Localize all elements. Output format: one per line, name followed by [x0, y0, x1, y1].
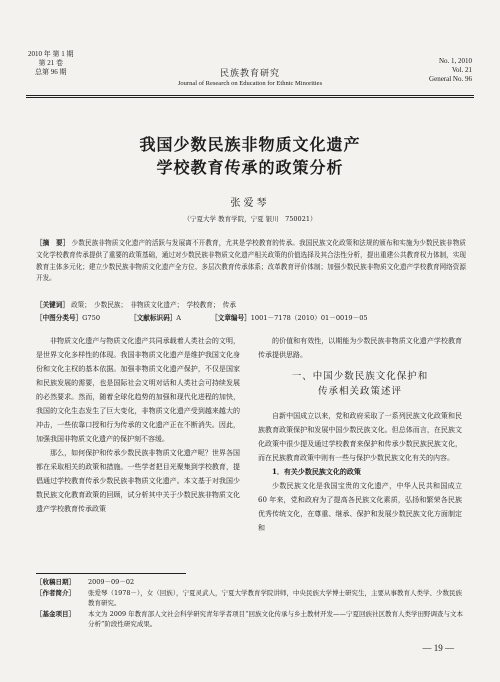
keywords	[36, 299, 466, 311]
author-affiliation: （宁夏大学 教育学院，宁夏 银川 750021）	[183, 215, 317, 223]
section-heading-line-1: 一、中国少数民族文化保护和	[291, 371, 429, 382]
header-rule-thin	[26, 97, 474, 98]
footnotes	[36, 577, 466, 630]
body-column-right	[258, 334, 462, 535]
article-title	[40, 133, 460, 179]
issue-general-en: General No. 96	[429, 75, 472, 83]
issue-info-right	[429, 57, 472, 84]
section-heading	[258, 369, 462, 399]
clc-label: ［中图分类号］	[36, 314, 83, 322]
title-line-1: 我国少数民族非物质文化遗产	[139, 135, 361, 154]
page-number: — 19 —	[422, 643, 454, 653]
body-paragraph: 的价值和有效性，以期能为少数民族非物质文化遗产学校教育传承提供思路。	[258, 337, 462, 359]
author-name: 张爱琴	[230, 198, 270, 209]
received-value: 2009－09－02	[88, 578, 135, 586]
body-paragraph: 非物质文化遗产与物质文化遗产共同承载着人类社会的文明，是世界文化多样性的体现。我国非物质文化遗产是维护我国文化身份和文化主权的基本依据。加强非物质文化遗产保护，不仅是国家和民族发展的需要，也是国际社会文明对话和人类社会可持续发展的必然要求。然而，随着全球化趋势的加强和现代化进程的加快，我国的文化生态发生了巨大变化，非物质文化遗产受到越来越大的冲击，一些依靠口授和行为传承的文化遗产正在不断消失。因此，加强我国非物质文化遗产的保护刻不容缓。	[36, 337, 240, 443]
journal-name-cn: 民族教育研究	[219, 69, 280, 79]
body-paragraph: 自新中国成立以来，党和政府采取了一系列民族文化政策和民族教育政策保护和发展中国少数民族文化。但总体而言，在民族文化政策中很少提及通过学校教育来保护和传承少数民族民族文化，而在民族教育政策中则有一些与保护少数民族文化有关的内容。	[258, 412, 462, 462]
title-line-2: 学校教育传承的政策分析	[156, 158, 344, 177]
keywords-label: ［关键词］	[36, 301, 69, 309]
body-column-left	[36, 334, 240, 516]
article-id-value: 1001－7178（2010）01－0019－05	[250, 314, 368, 322]
issue-info-left	[28, 50, 74, 77]
article-id-label: ［文章编号］	[211, 314, 251, 322]
fund-value: 本文为 2009 年教育部人文社会科学研究青年学者项目“回族文化传承与乡土教材开发——宁夏回族社区教育人类学田野调查与文本分析”阶段性研究成果。	[88, 609, 463, 628]
doc-code-value: A	[176, 314, 182, 322]
clc-value: G750	[82, 314, 101, 322]
issue-year: 2010 年 第 1 期	[28, 50, 74, 58]
body-paragraph: 那么，如何保护和传承少数民族非物质文化遗产呢？世界各国都在采取相关的政策和措施。一些学者把目光聚集到学校教育，提倡通过学校教育传承少数民族非物质文化遗产。本文基于对我国少数民族文化教育政策的回顾，试分析其中关于少数民族非物质文化遗产学校教育传承政策	[36, 449, 240, 513]
author-bio-value: 张爱琴（1978－），女（回族），宁夏灵武人，宁夏大学教育学院讲师，中央民族大学博士研究生，主要从事教育人类学、少数民族教育研究。	[88, 588, 463, 607]
subsection-heading: 1．有关少数民族文化的政策	[272, 467, 361, 476]
header-rule	[26, 95, 474, 96]
abstract-text: 少数民族非物质文化遗产的活跃与发展离不开教育，尤其是学校教育的传承。我国民族文化政策和法规的颁布和实施为少数民族非物质文化学校教育传承提供了重要的政策基础，通过对少数民族非物质文化遗产相关政策的价值选择及其合法性分析，提出重建公共教育权力体制，实现教育主体多元化；建立少数民族非物质文化遗产全方位、多层次教育传承体系；改革教育评价体制；加强少数民族非物质文化遗产学校教育网络资源开发。	[36, 239, 467, 283]
received-label: ［收稿日期］	[36, 578, 75, 586]
issue-volume-en: Vol. 21	[451, 66, 472, 74]
body-paragraph: 少数民族文化是我国宝贵的文化遗产，中华人民共和国成立 60 年来，党和政府为了提高各民族文化素质，弘扬和繁荣各民族优秀传统文化，在尊重、继承、保护和发展少数民族文化方面制定和	[258, 482, 462, 532]
footnote-rule	[36, 573, 186, 574]
section-heading-line-2: 传承相关政策述评	[317, 386, 402, 397]
abstract	[36, 238, 466, 285]
footnote-received	[36, 577, 466, 588]
author-bio-label: ［作者简介］	[36, 588, 75, 597]
footnote-fund	[36, 609, 466, 630]
doc-code-label: ［文献标识码］	[130, 314, 177, 322]
issue-general: 总第 96 期	[35, 68, 67, 76]
abstract-label: ［摘 要］	[36, 239, 70, 247]
issue-number-en: No. 1, 2010	[438, 57, 472, 65]
journal-name-en: Journal of Research on Education for Ethnic Minorities	[177, 80, 323, 87]
journal-name	[120, 66, 380, 87]
keywords-text: 政策； 少数民族； 非物质文化遗产； 学校教育； 传承	[71, 301, 236, 309]
fund-label: ［基金项目］	[36, 609, 75, 618]
classification	[36, 312, 466, 324]
footnote-author	[36, 588, 466, 609]
issue-volume: 第 21 卷	[38, 59, 63, 67]
